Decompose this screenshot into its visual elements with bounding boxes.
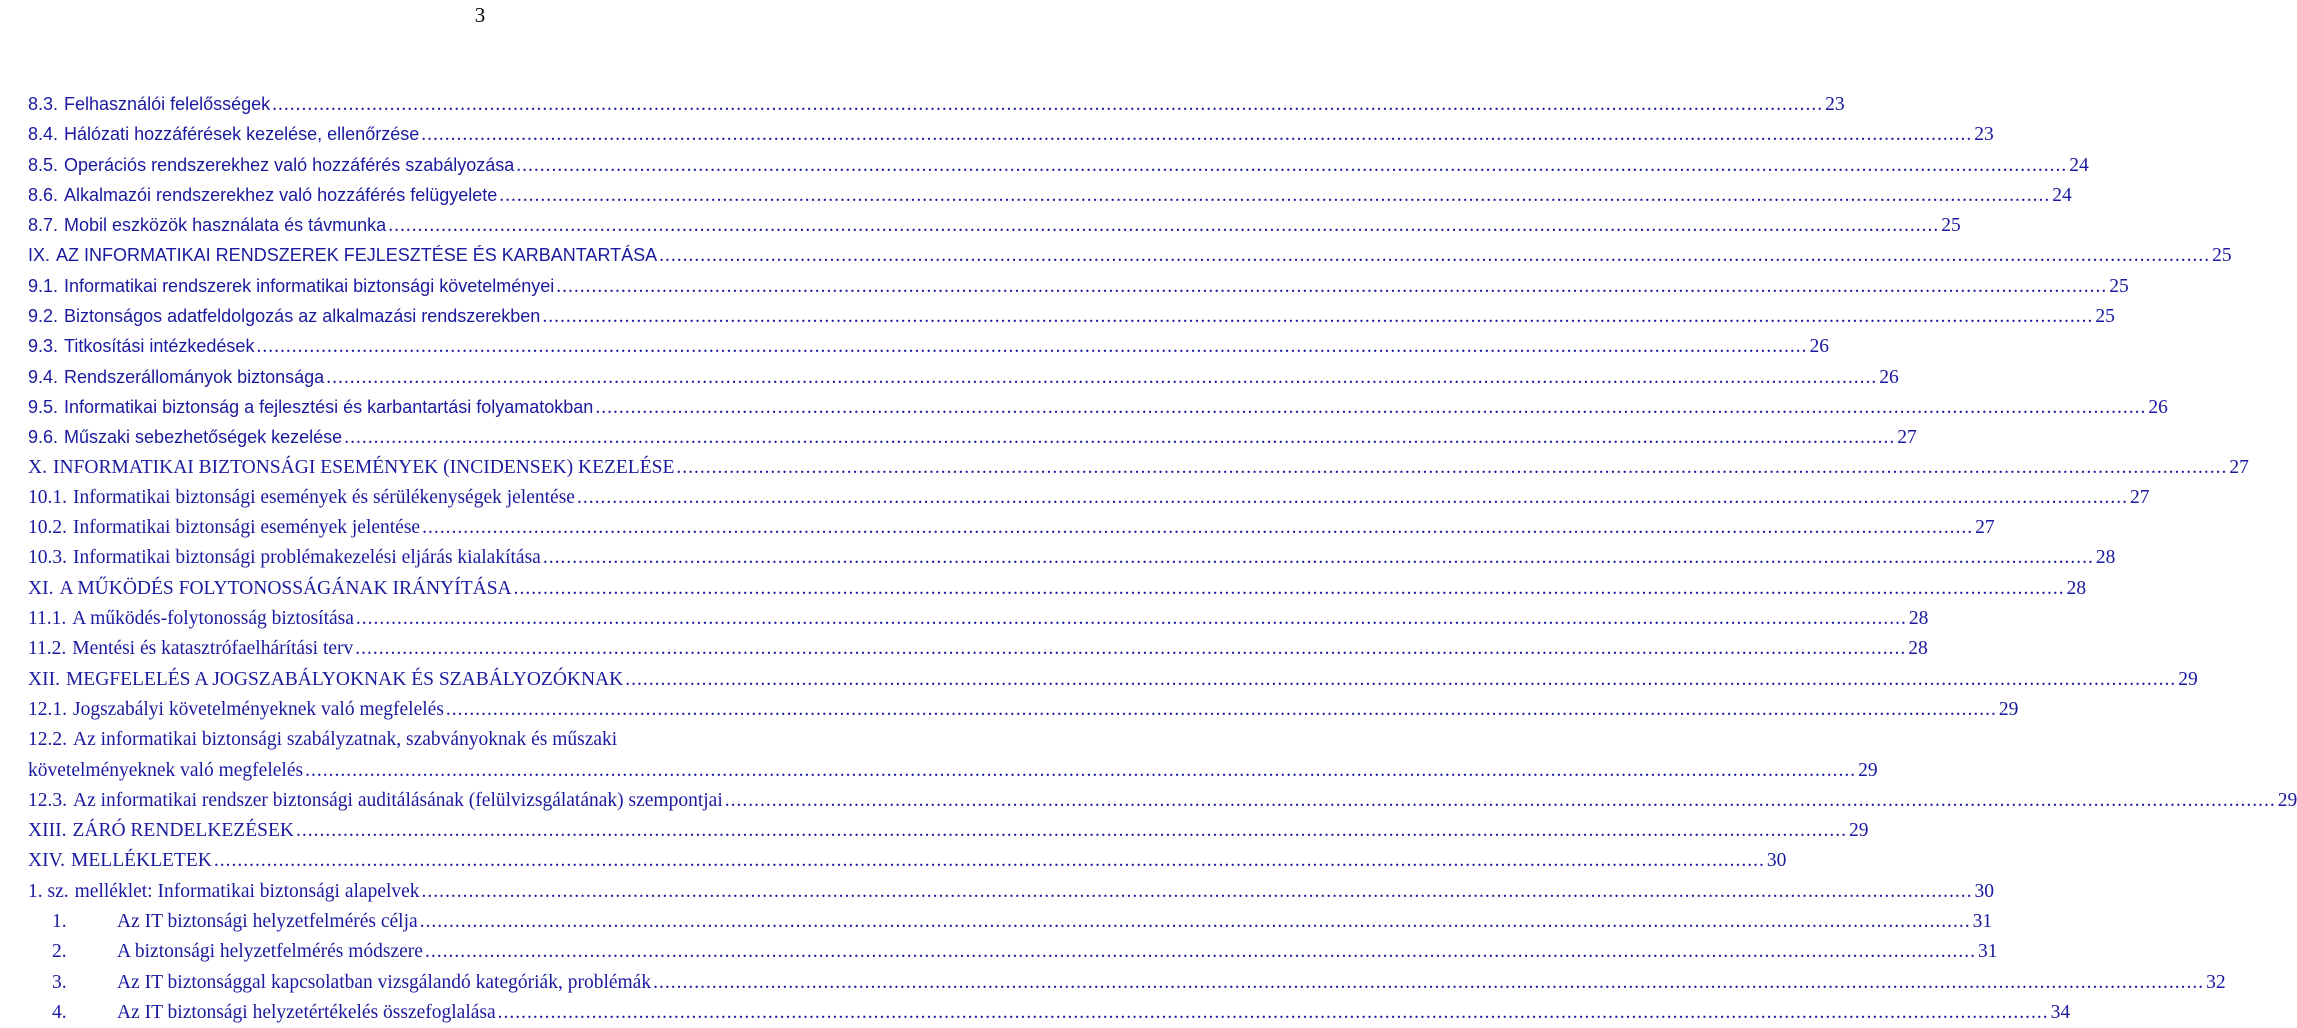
toc-entry-label — [28, 392, 593, 423]
toc-entry[interactable] — [28, 998, 2071, 1028]
toc-entry-number: 1. sz. — [28, 880, 69, 902]
toc-entry-label — [28, 665, 623, 695]
toc-entry-number: 8.3. — [28, 94, 59, 114]
toc-entry[interactable] — [28, 877, 1995, 907]
toc-entry-page: 26 — [1879, 366, 1899, 388]
toc-entry[interactable] — [28, 907, 1993, 937]
toc-entry-title: Operációs rendszerekhez való hozzáférés szabályozása — [64, 154, 515, 175]
toc-entry-number: XIII. — [28, 820, 67, 842]
dot-leader — [498, 998, 2049, 1028]
toc-entry-page: 24 — [2052, 184, 2072, 206]
dot-leader — [256, 332, 1807, 362]
toc-entry[interactable] — [28, 453, 2249, 483]
toc-entry-label — [28, 998, 496, 1028]
toc-entry[interactable] — [28, 513, 1995, 543]
toc-entry-label — [28, 483, 575, 513]
toc-entry-continuation[interactable] — [28, 756, 1878, 786]
toc-entry-label — [28, 786, 723, 816]
toc-entry-number: XI. — [28, 577, 54, 599]
toc-entry[interactable] — [28, 695, 2019, 725]
dot-leader — [543, 543, 2094, 573]
toc-entry-label — [28, 695, 444, 725]
dot-leader — [625, 665, 2176, 695]
toc-entry-label — [28, 240, 657, 271]
toc-entry-number: IX. — [28, 245, 51, 266]
toc-entry-label — [28, 422, 342, 453]
toc-entry-title: Az informatikai rendszer biztonsági auditálásának (felülvizsgálatának) szempontjai — [73, 789, 723, 811]
toc-entry-label — [28, 756, 303, 786]
toc-entry[interactable] — [28, 816, 1869, 846]
toc-entry-number: 8.7. — [28, 215, 59, 236]
toc-entry[interactable] — [28, 846, 1787, 876]
toc-entry-label — [28, 210, 386, 241]
dot-leader — [499, 181, 2050, 211]
toc-entry-title: Hálózati hozzáférések kezelése, ellenőrzése — [64, 124, 420, 145]
toc-entry-page: 30 — [1974, 880, 1995, 902]
toc-entry-number: 9.4. — [28, 366, 59, 387]
toc-entry-page: 29 — [1998, 698, 2019, 720]
toc-entry-page: 28 — [2095, 547, 2116, 569]
toc-entry[interactable] — [28, 574, 2087, 604]
toc-entry-number: 12.2. — [28, 729, 67, 751]
toc-entry-label — [28, 362, 324, 393]
toc-entry-page: 25 — [2212, 245, 2232, 267]
toc-entry[interactable] — [28, 362, 1899, 392]
toc-entry-title: Informatikai rendszerek informatikai biztonsági követelményei — [64, 275, 555, 296]
toc-entry-number: X. — [28, 456, 47, 478]
toc-entry-label — [28, 453, 674, 483]
toc-entry-title: Mentési és katasztrófaelhárítási terv — [72, 638, 354, 660]
dot-leader — [272, 90, 1823, 120]
toc-entry-title-continued: követelményeknek való megfelelés — [28, 759, 304, 781]
toc-entry-number: 12.1. — [28, 698, 67, 720]
toc-entry-page: 28 — [1908, 638, 1928, 660]
dot-leader — [653, 968, 2204, 998]
toc-entry-number: 9.1. — [28, 275, 59, 296]
toc-entry-label — [28, 119, 419, 150]
toc-entry-title: Informatikai biztonsági problémakezelési eljárás kialakítása — [73, 547, 541, 569]
toc-entry[interactable] — [28, 968, 2226, 998]
toc-entry-label — [28, 816, 294, 846]
dot-leader — [446, 695, 1997, 725]
toc-entry-number: 3. — [52, 971, 67, 993]
toc-entry-title: Informatikai biztonsági események és sérülékenységek jelentése — [73, 486, 575, 508]
toc-entry[interactable] — [28, 392, 2168, 422]
toc-entry-title: Jogszabályi követelményeknek való megfelelés — [73, 698, 444, 720]
toc-entry-page: 29 — [1858, 759, 1878, 781]
toc-entry-number: 8.6. — [28, 184, 59, 205]
toc-entry-label — [28, 604, 354, 634]
toc-entry[interactable] — [28, 331, 1829, 361]
dot-leader — [344, 423, 1895, 453]
toc-entry-label — [28, 937, 423, 967]
toc-entry-number: 12.3. — [28, 789, 67, 811]
toc-entry-page: 34 — [2050, 1001, 2071, 1023]
toc-entry-title: A MŰKÖDÉS FOLYTONOSSÁGÁNAK IRÁNYÍTÁSA — [59, 577, 512, 599]
toc-entry[interactable] — [28, 301, 2115, 331]
dot-leader — [577, 483, 2128, 513]
toc-entry-page: 27 — [2129, 486, 2150, 508]
toc-entry-number: 9.2. — [28, 306, 59, 327]
toc-entry-page: 24 — [2069, 154, 2089, 176]
toc-entry-page: 26 — [2148, 396, 2168, 418]
toc-entry[interactable] — [28, 665, 2198, 695]
toc-entry-title: MEGFELELÉS A JOGSZABÁLYOKNAK ÉS SZABÁLYOZÓKNAK — [65, 668, 624, 690]
dot-leader — [422, 877, 1973, 907]
toc-entry-title: Az IT biztonsággal kapcsolatban vizsgálandó kategóriák, problémák — [117, 971, 652, 993]
toc-entry[interactable] — [28, 604, 1929, 634]
toc-entry[interactable] — [28, 725, 964, 755]
dot-leader — [305, 756, 1856, 786]
toc-entry-page: 23 — [1974, 124, 1994, 146]
dot-leader — [595, 393, 2146, 423]
toc-entry[interactable] — [28, 89, 1845, 119]
toc-entry-label — [28, 271, 554, 302]
toc-entry[interactable] — [28, 119, 1994, 149]
toc-entry-label — [28, 180, 497, 211]
toc-entry-label — [28, 634, 353, 664]
toc-entry-number: 10.3. — [28, 547, 67, 569]
toc-entry-label — [28, 513, 420, 543]
toc-entry-page: 27 — [1975, 517, 1995, 539]
dot-leader — [556, 272, 2107, 302]
dot-leader — [425, 937, 1976, 967]
table-of-contents — [28, 89, 2297, 1028]
toc-entry[interactable] — [28, 937, 1998, 967]
toc-entry[interactable] — [28, 271, 2129, 301]
toc-entry-page: 25 — [1941, 215, 1961, 237]
toc-entry[interactable] — [28, 634, 1928, 664]
toc-entry-label — [28, 968, 651, 998]
toc-entry-page: 31 — [1972, 911, 1993, 933]
dot-leader — [676, 453, 2227, 483]
toc-entry-title: INFORMATIKAI BIZTONSÁGI ESEMÉNYEK (INCIDENSEK) KEZELÉSE — [52, 456, 675, 478]
toc-entry-title: A működés-folytonosság biztosítása — [72, 608, 354, 630]
toc-entry-label — [28, 574, 512, 604]
toc-entry-number: 11.1. — [28, 608, 67, 630]
toc-entry[interactable] — [28, 543, 2116, 573]
toc-entry-page: 28 — [2066, 577, 2087, 599]
toc-entry-page: 26 — [1809, 336, 1829, 358]
toc-entry-title: Az IT biztonsági helyzetfelmérés célja — [117, 911, 418, 933]
toc-entry[interactable] — [28, 150, 2089, 180]
toc-entry-title: A biztonsági helyzetfelmérés módszere — [117, 941, 423, 963]
toc-entry-title: ZÁRÓ RENDELKEZÉSEK — [72, 820, 294, 842]
toc-entry-title: Az informatikai biztonsági szabályzatnak, szabványoknak és műszaki — [73, 729, 618, 751]
toc-entry-page: 27 — [2229, 456, 2249, 478]
toc-entry-page: 32 — [2206, 971, 2226, 993]
toc-entry-title: Műszaki sebezhetőségek kezelése — [64, 427, 343, 448]
toc-entry-page: 30 — [1766, 850, 1787, 872]
toc-entry[interactable] — [28, 422, 1917, 452]
toc-entry-number: 9.6. — [28, 427, 59, 448]
toc-entry-page: 29 — [2277, 789, 2297, 811]
toc-entry-number: 4. — [52, 1001, 67, 1023]
toc-entry-title: Biztonságos adatfeldolgozás az alkalmazási rendszerekben — [64, 306, 541, 327]
toc-entry-title: AZ INFORMATIKAI RENDSZEREK FEJLESZTÉSE ÉS KARBANTARTÁSA — [56, 245, 658, 266]
toc-entry[interactable] — [28, 180, 2072, 210]
toc-entry-label — [28, 301, 540, 332]
toc-entry-number: 2. — [52, 941, 67, 963]
toc-entry-page: 29 — [2178, 668, 2198, 690]
dot-leader — [326, 363, 1877, 393]
dot-leader — [355, 634, 1906, 664]
page-number: 3 — [474, 3, 486, 27]
toc-entry-label — [28, 89, 270, 120]
dot-leader — [514, 574, 2065, 604]
toc-entry-number: 8.4. — [28, 124, 59, 145]
toc-entry-title: Informatikai biztonsági események jelentése — [73, 517, 421, 539]
toc-entry-title: Felhasználói felelősségek — [64, 94, 271, 114]
toc-entry-title: Rendszerállományok biztonsága — [64, 366, 325, 387]
dot-leader — [516, 151, 2067, 181]
toc-entry-title: Az IT biztonsági helyzetértékelés összefoglalása — [117, 1001, 496, 1023]
dot-leader — [422, 513, 1973, 543]
toc-entry[interactable] — [28, 786, 2297, 816]
dot-leader — [542, 302, 2093, 332]
toc-entry-number: 8.5. — [28, 154, 59, 175]
toc-entry-number: 10.2. — [28, 517, 67, 539]
toc-entry-title: Titkosítási intézkedések — [64, 336, 255, 357]
toc-entry[interactable] — [28, 210, 1961, 240]
toc-entry-title: MELLÉKLETEK — [71, 850, 212, 872]
dot-leader — [659, 241, 2210, 271]
toc-entry-number: 10.1. — [28, 486, 67, 508]
toc-entry-label — [28, 907, 418, 937]
toc-entry-page: 29 — [1848, 820, 1869, 842]
dot-leader — [296, 816, 1847, 846]
toc-entry-number: 9.3. — [28, 336, 59, 357]
toc-entry-page: 28 — [1908, 608, 1929, 630]
dot-leader — [214, 846, 1765, 876]
toc-entry-number: XII. — [28, 668, 60, 690]
dot-leader — [420, 907, 1971, 937]
dot-leader — [388, 211, 1939, 241]
toc-entry-page: 25 — [2095, 306, 2115, 328]
toc-entry-page: 23 — [1825, 94, 1845, 115]
toc-entry-number: 9.5. — [28, 396, 59, 417]
toc-entry-title: Informatikai biztonság a fejlesztési és karbantartási folyamatokban — [64, 396, 594, 417]
toc-entry-label — [28, 846, 212, 876]
toc-entry[interactable] — [28, 240, 2232, 270]
toc-entry-title: Mobil eszközök használata és távmunka — [64, 215, 387, 236]
toc-entry-page: 27 — [1897, 427, 1917, 449]
toc-entry-title: Alkalmazói rendszerekhez való hozzáférés felügyelete — [64, 184, 498, 205]
dot-leader — [356, 604, 1907, 634]
toc-entry-label — [28, 150, 514, 181]
toc-entry-label — [28, 331, 254, 362]
dot-leader — [725, 786, 2276, 816]
toc-entry-page: 25 — [2109, 275, 2129, 297]
toc-entry[interactable] — [28, 483, 2150, 513]
toc-entry-number: 11.2. — [28, 638, 67, 660]
dot-leader — [421, 120, 1972, 150]
toc-entry-label — [28, 543, 541, 573]
toc-entry-label — [28, 877, 420, 907]
toc-entry-page: 31 — [1977, 941, 1998, 963]
toc-entry-title: melléklet: Informatikai biztonsági alapelvek — [74, 880, 420, 902]
toc-entry-number: XIV. — [28, 850, 66, 872]
toc-entry-number: 1. — [52, 911, 67, 933]
